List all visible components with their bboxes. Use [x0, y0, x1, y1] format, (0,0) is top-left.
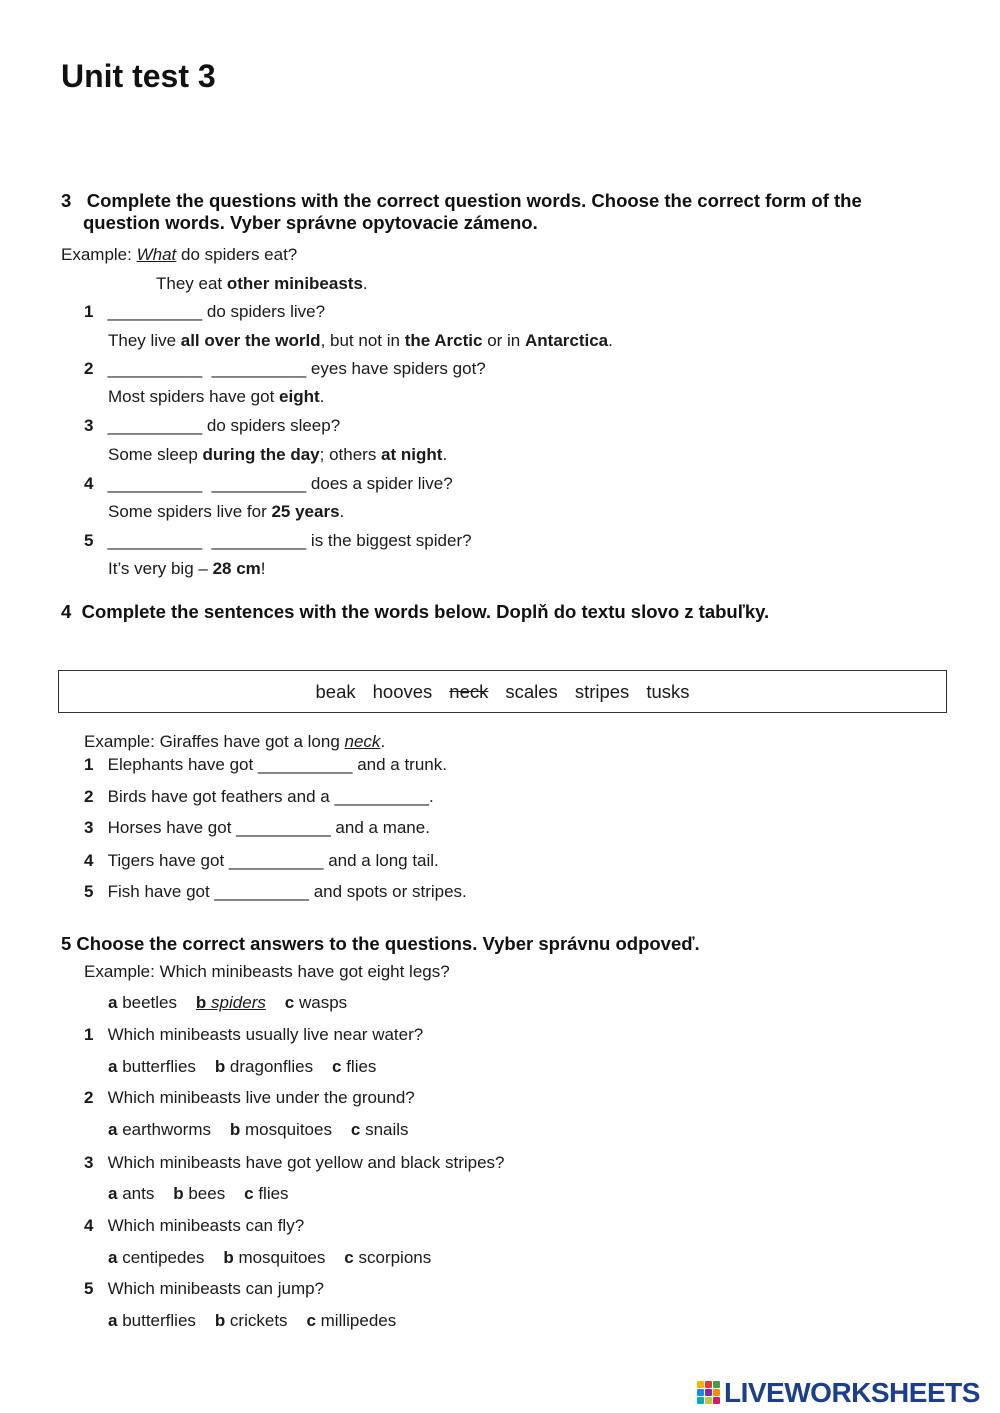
- example-options: a beetles b spiders c wasps: [108, 993, 348, 1012]
- options-1: [108, 1056, 376, 1078]
- option-a[interactable]: a butterflies: [108, 1057, 196, 1076]
- sentence-5: 5 Fish have got __________ and spots or stripes.: [84, 882, 467, 901]
- answer-blank[interactable]: __________: [211, 359, 307, 378]
- instruction-line-2: question words. Vyber správne opytovacie zámeno.: [83, 212, 538, 233]
- options-5: [108, 1310, 396, 1332]
- sentence-1: 1 Elephants have got __________ and a trunk.: [84, 755, 447, 774]
- answer-blank[interactable]: __________: [107, 359, 203, 378]
- word-stripes: stripes: [574, 680, 630, 702]
- answer-blank[interactable]: __________: [211, 474, 307, 493]
- answer-1: They live all over the world, but not in the Arctic or in Antarctica.: [108, 331, 613, 350]
- option-a[interactable]: a ants: [108, 1184, 155, 1203]
- example-question: Example: Which minibeasts have got eight legs?: [84, 962, 450, 981]
- answer-3: Some sleep during the day; others at night.: [108, 445, 448, 464]
- example-answer: What: [136, 245, 177, 264]
- question-4: 4 Which minibeasts can fly?: [84, 1216, 305, 1235]
- answer-blank[interactable]: __________: [334, 787, 429, 806]
- option-c[interactable]: c flies: [244, 1184, 289, 1203]
- options-4: [108, 1247, 431, 1269]
- page-title: Unit test 3: [61, 58, 216, 94]
- option-b[interactable]: b crickets: [214, 1311, 288, 1330]
- option-c[interactable]: c snails: [350, 1120, 409, 1139]
- question-2: 2 Which minibeasts live under the ground?: [84, 1088, 415, 1107]
- answer-blank[interactable]: __________: [214, 882, 309, 901]
- sentence-4: 4 Tigers have got __________ and a long tail.: [84, 851, 439, 870]
- word-neck: neck: [449, 680, 489, 702]
- word-scales: scales: [505, 680, 558, 702]
- sentence-2: 2 Birds have got feathers and a __________.: [84, 787, 434, 806]
- word-hooves: hooves: [372, 680, 433, 702]
- word-tusks: tusks: [646, 680, 690, 702]
- question-2: 2 __________ __________ eyes have spiders got?: [84, 359, 486, 378]
- exercise-3-instruction: [61, 190, 862, 212]
- options-3: [108, 1183, 289, 1205]
- word-beak: beak: [315, 680, 356, 702]
- example-answer: neck: [344, 732, 381, 751]
- answer-blank[interactable]: __________: [236, 818, 331, 837]
- logo-text: LIVEWORKSHEETS: [724, 1377, 980, 1408]
- question-3: 3 __________ do spiders sleep?: [84, 416, 341, 435]
- answer-2: Most spiders have got eight.: [108, 387, 325, 406]
- answer-blank[interactable]: __________: [257, 755, 353, 774]
- answer-blank[interactable]: __________: [228, 851, 324, 870]
- exercise-4-instruction: 4 Complete the sentences with the words below. Doplň do textu slovo z tabuľky.: [61, 601, 770, 622]
- example-reply: They eat other minibeasts.: [156, 274, 368, 293]
- exercise-number: 3: [61, 190, 72, 211]
- exercise-5-instruction: 5 Choose the correct answers to the questions. Vyber správnu odpoveď.: [61, 933, 700, 954]
- option-a[interactable]: a earthworms: [108, 1120, 211, 1139]
- word-bank: [58, 670, 947, 713]
- question-5: 5 Which minibeasts can jump?: [84, 1279, 325, 1298]
- example-question: Example: What do spiders eat?: [61, 245, 298, 264]
- question-1: 1 Which minibeasts usually live near water?: [84, 1025, 424, 1044]
- answer-4: Some spiders live for 25 years.: [108, 502, 345, 521]
- option-b[interactable]: b mosquitoes: [229, 1120, 332, 1139]
- option-b[interactable]: b mosquitoes: [223, 1248, 326, 1267]
- option-a[interactable]: a butterflies: [108, 1311, 196, 1330]
- liveworksheets-logo: [697, 1378, 980, 1408]
- answer-blank[interactable]: __________: [107, 416, 203, 435]
- answer-5: It’s very big – 28 cm!: [108, 559, 266, 578]
- question-3: 3 Which minibeasts have got yellow and black stripes?: [84, 1153, 505, 1172]
- option-b[interactable]: b bees: [173, 1184, 226, 1203]
- question-4: 4 __________ __________ does a spider live?: [84, 474, 453, 493]
- answer-blank[interactable]: __________: [211, 531, 307, 550]
- liveworksheets-icon: [697, 1381, 721, 1405]
- answer-blank[interactable]: __________: [107, 302, 203, 321]
- question-5: 5 __________ __________ is the biggest spider?: [84, 531, 472, 550]
- example-sentence: Example: Giraffes have got a long neck.: [84, 732, 386, 751]
- option-c[interactable]: c millipedes: [306, 1311, 397, 1330]
- options-2: [108, 1119, 409, 1141]
- option-c[interactable]: c flies: [332, 1057, 377, 1076]
- question-1: 1 __________ do spiders live?: [84, 302, 326, 321]
- option-a[interactable]: a centipedes: [108, 1248, 205, 1267]
- option-b[interactable]: b dragonflies: [214, 1057, 314, 1076]
- answer-blank[interactable]: __________: [107, 531, 203, 550]
- sentence-3: 3 Horses have got __________ and a mane.: [84, 818, 430, 837]
- answer-blank[interactable]: __________: [107, 474, 203, 493]
- example-answer: b spiders: [195, 993, 266, 1012]
- instruction-line-1: Complete the questions with the correct question words. Choose the correct form of the: [86, 190, 862, 211]
- option-c[interactable]: c scorpions: [344, 1248, 432, 1267]
